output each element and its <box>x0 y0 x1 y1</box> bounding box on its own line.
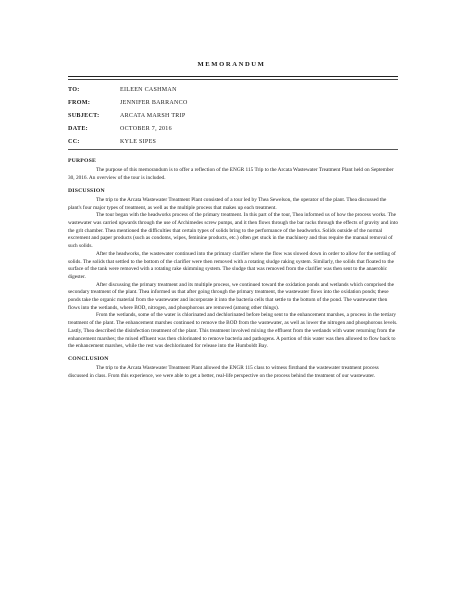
header-label: SUBJECT: <box>68 112 100 119</box>
header-row-from <box>68 97 398 110</box>
discussion-paragraph: After discussing the primary treatment and its multiple process, we continued toward the oxidation ponds and wetlands which comprised the secondary treatment of the plant. Thea informed us that after going through the primary treatment, the wastewater flows into the oxidation ponds; these ponds take the organic material from the wastewater and incorporate it into the bacteria cells that settle to the bottom of the pond. The wastewater then flows into the wetlands, where BOD, nitrogen, and phosphorous are removed (among other things). <box>68 281 395 311</box>
discussion-paragraph: From the wetlands, some of the water is chlorinated and dechlorinated before being sent to the enhancement marshes, a process in the tertiary treatment of the plant. The enhancement marshes continued to remove the BOD from the wastewater, as well as lower the nitrogen and phosphorous levels. Lastly, Thea described the disinfection treatment of the plant. This treatment involved mixing the effluent from the wetlands with water returning from the enhancement marshes; the mixed effluent was then chlorinated to remove bacteria and pathogens. A portion of this water was then allowed to flow back to the enhancement marshes, while the rest was dechlorinated for release into the Humboldt Bay. <box>68 312 398 350</box>
section-heading-discussion: DISCUSSION <box>68 187 105 194</box>
header-row-date <box>68 122 398 135</box>
conclusion-paragraph: The trip to the Arcata Wastewater Treatment Plant allowed the ENGR 115 class to witness firsthand the wastewater treatment process discussed in class. From this experience, we were able to get a better, real-life perspective on the process behind the treatment of our wastewater. <box>68 365 379 380</box>
discussion-paragraph: The tour began with the headworks process of the primary treatment. In this part of the tour, Thea informed us of how the process works. The wastewater was carried upwards through the use of Archimedes screw pumps, and it then flows through the bar racks through the effects of gravity and into the grit chamber. Thea mentioned the difficulties that certain types of solids bring to the performance of the headworks. Solids outside of the normal excrement and paper products (such as condoms, wipes, feminine products, etc.) often get stuck in the machinery and thus require the manual removal of such solids. <box>68 212 398 250</box>
discussion-section <box>68 188 398 351</box>
header-value: OCTOBER 7, 2016 <box>120 125 172 132</box>
header-value: JENNIFER BARRANCO <box>120 100 188 107</box>
header-value: EILEEN CASHMAN <box>120 87 177 94</box>
title-rule-thin <box>68 79 398 80</box>
memo-body <box>68 158 398 381</box>
header-value: ARCATA MARSH TRIP <box>120 112 186 119</box>
conclusion-section <box>68 356 398 380</box>
purpose-paragraph: The purpose of this memorandum is to offer a reflection of the ENGR 115 Trip to the Arcata Wastewater Treatment Plant held on September 30, 2016. An overview of the tour is included. <box>68 167 394 181</box>
header-row-subject <box>68 110 398 123</box>
header-label: DATE: <box>68 125 89 132</box>
section-heading-conclusion: CONCLUSION <box>68 356 109 363</box>
memo-title: MEMORANDUM <box>197 61 266 68</box>
header-row-cc <box>68 135 398 148</box>
header-label: CC: <box>68 138 80 145</box>
header-label: TO: <box>68 87 80 94</box>
memo-header-block <box>68 84 398 148</box>
purpose-section <box>68 158 398 182</box>
section-heading-purpose: PURPOSE <box>68 158 96 164</box>
header-divider <box>68 149 398 150</box>
title-rule-thick <box>68 76 398 77</box>
header-label: FROM: <box>68 100 91 107</box>
discussion-paragraph: The trip to the Arcata Wastewater Treatment Plant consisted of a tour led by Thea Sewelson, the operator of the plant. Thea discussed the plant's four major types of treatment, as well as the multiple process that makes up each treatment. <box>68 196 387 211</box>
header-row-to <box>68 84 398 97</box>
discussion-paragraph: After the headworks, the wastewater continued into the primary clarifier where the flow was slowed down in order to allow for the settling of solids. The solids that settled to the bottom of the clarifier were then removed with a rotating sludge raking system. Similarly, the solids that floated to the surface of the tank were removed with a rotating rake skimming system. The sludge that was removed from the clarifier was then sent to the anaerobic digester. <box>68 250 396 280</box>
header-value: KYLE SIPES <box>120 138 157 145</box>
